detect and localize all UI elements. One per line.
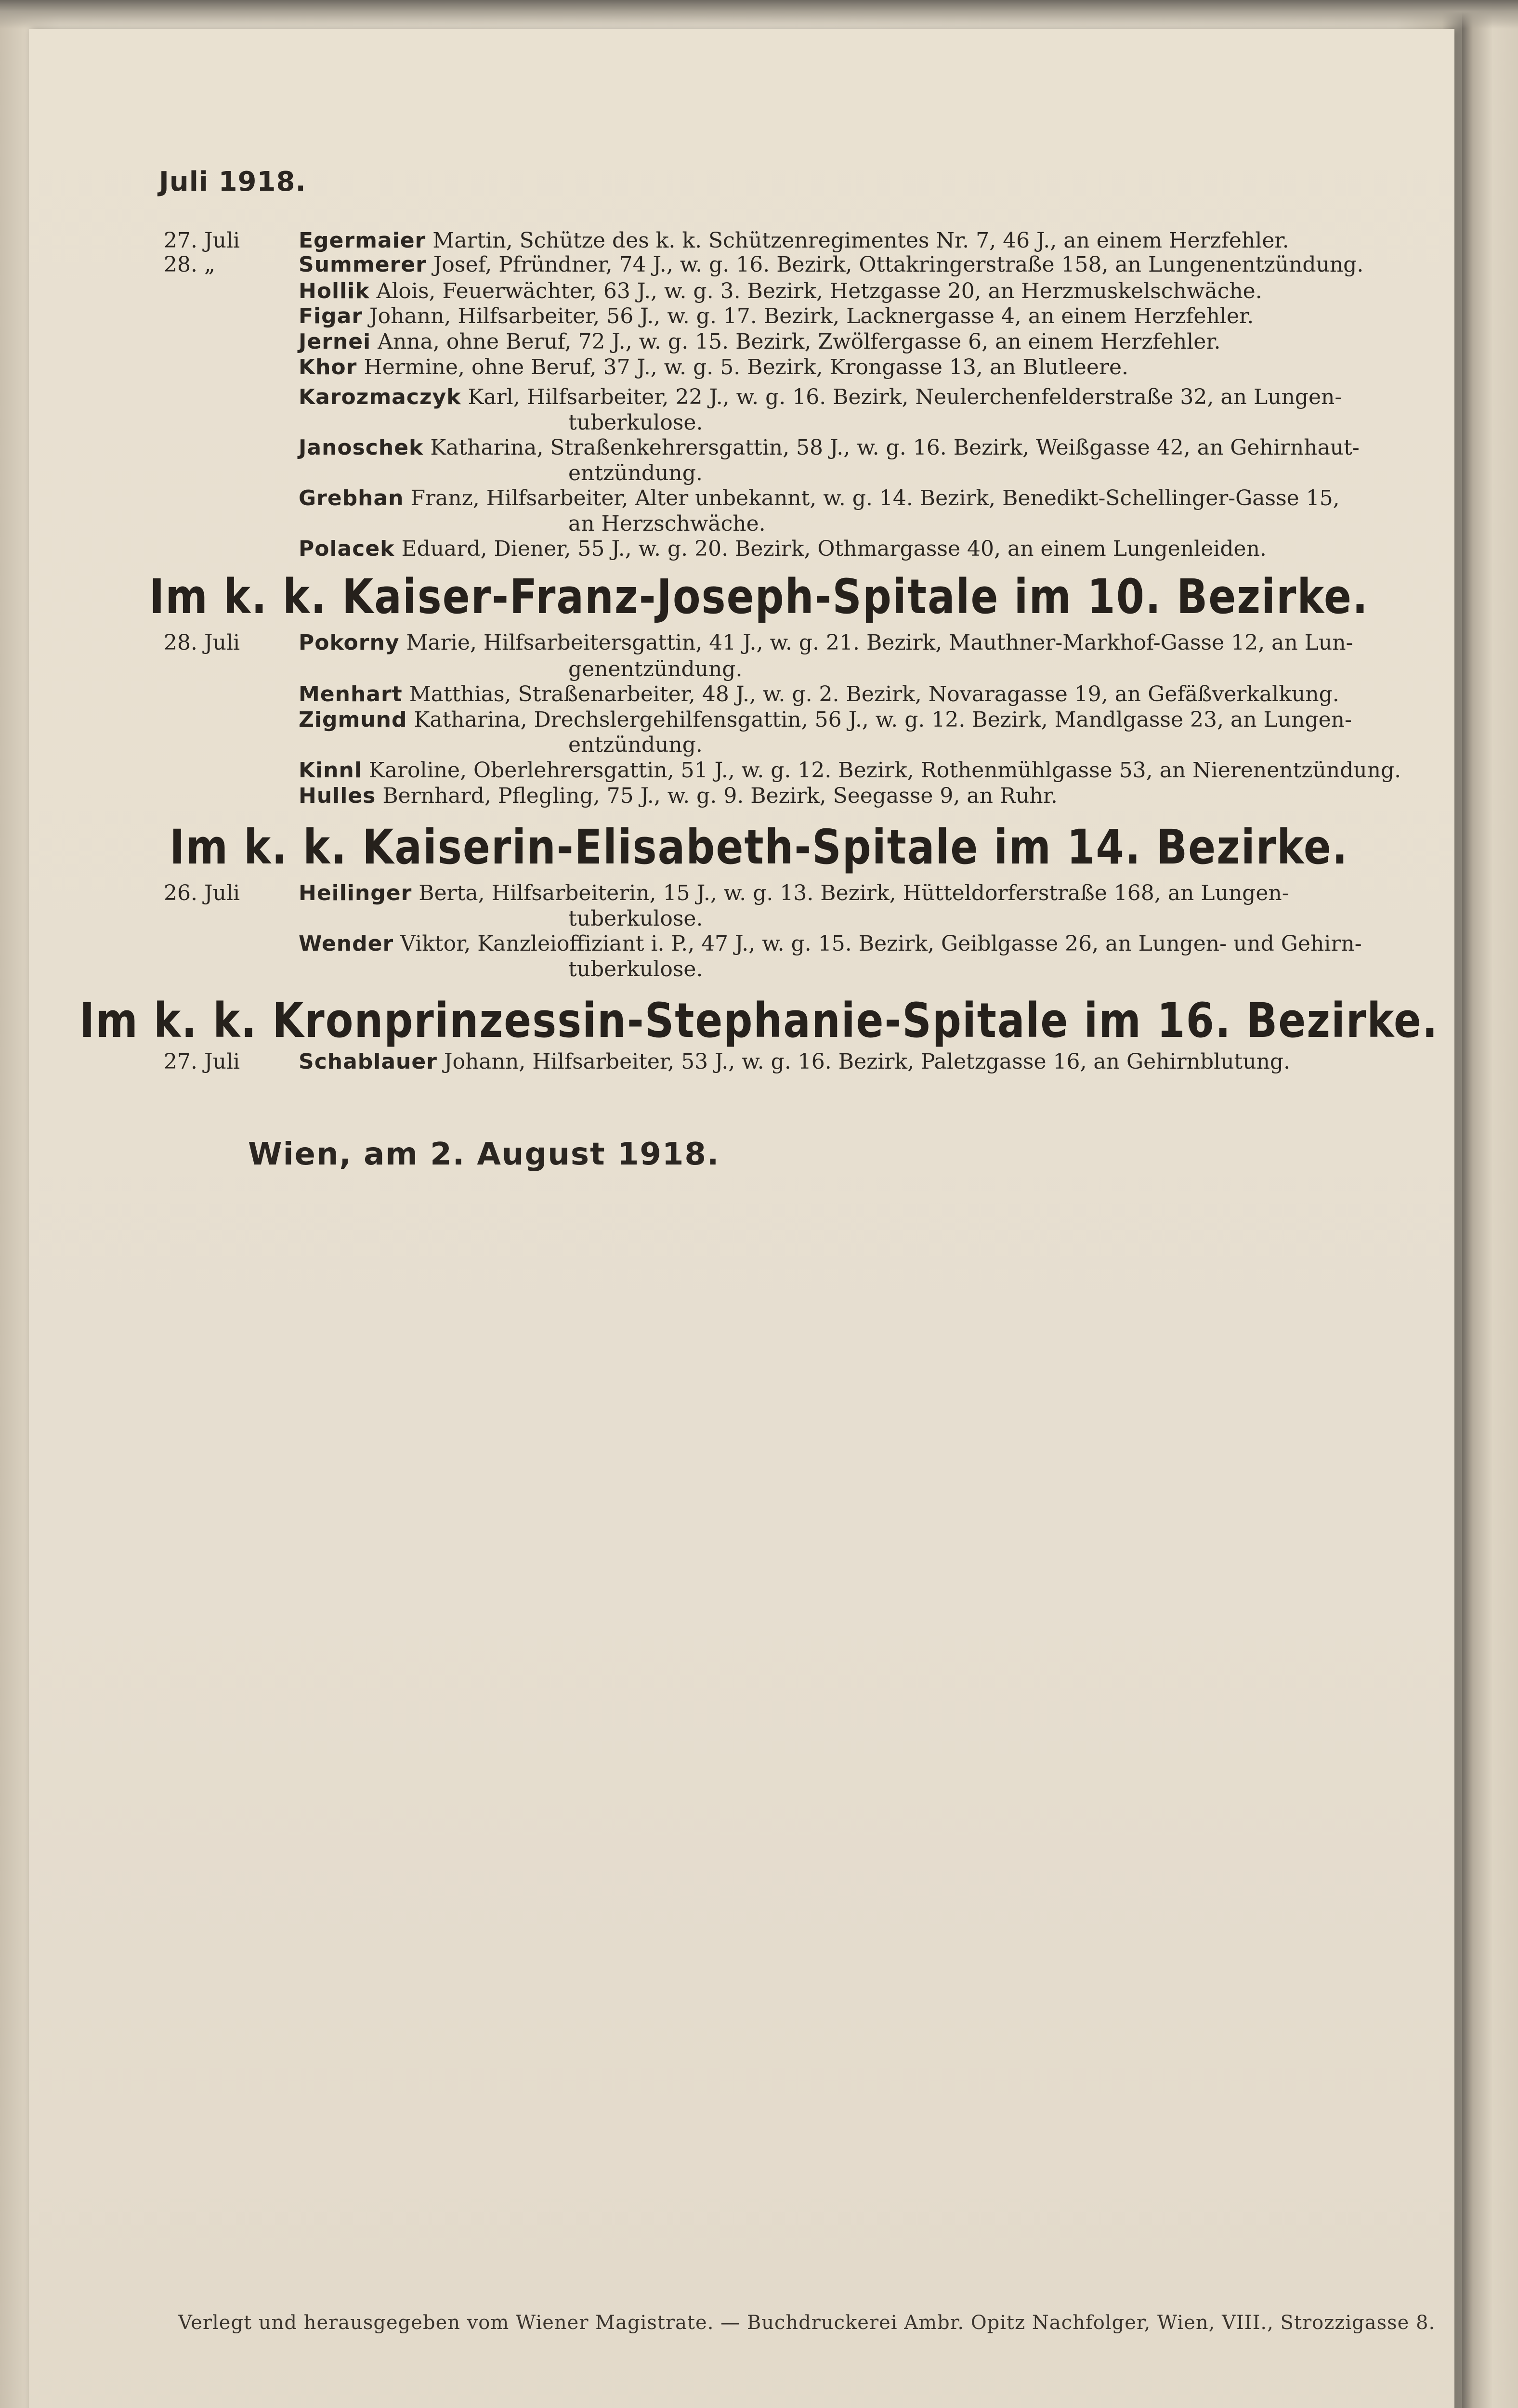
entry-continuation: entzündung.: [568, 461, 703, 485]
entry-text: Eduard, Diener, 55 J., w. g. 20. Bezirk, Othmargasse 40, an einem Lungenleiden.: [401, 537, 1267, 561]
entry-text: Katharina, Straßenkehrersgattin, 58 J., w. g. 16. Bezirk, Weißgasse 42, an Gehirnhaut-: [430, 435, 1360, 460]
entry-line: [299, 353, 1128, 382]
entry-line: [299, 535, 1267, 563]
entry-text: Karoline, Oberlehrersgattin, 51 J., w. g. 12. Bezirk, Rothenmühlgasse 53, an Nierenentzündung.: [368, 758, 1401, 783]
entry-line: [299, 929, 1362, 958]
entry-name: Zigmund: [299, 707, 407, 732]
entry-line: [299, 484, 1340, 513]
entry-line: [299, 782, 1058, 811]
entry-name: Pokorny: [299, 630, 400, 655]
entry-line: [299, 756, 1401, 785]
imprint-footer: Verlegt und herausgegeben vom Wiener Magistrate. — Buchdruckerei Ambr. Opitz Nachfolger, Wien, VIII., Strozzigasse 8.: [178, 2312, 1436, 2334]
entry-name: Polacek: [299, 537, 395, 561]
entry-continuation: tuberkulose.: [568, 906, 703, 931]
entry-name: Summerer: [299, 252, 427, 277]
entry-name: Karozmaczyk: [299, 385, 461, 409]
entry-continuation: entzündung.: [568, 733, 703, 757]
entry-line: [299, 433, 1360, 462]
entry-name: Schablauer: [299, 1049, 437, 1074]
entry-line: [299, 628, 1353, 657]
closing-place-date: Wien, am 2. August 1918.: [248, 1137, 720, 1172]
page-header: Juli 1918.: [159, 166, 306, 197]
entry-name: Jernei: [299, 329, 371, 354]
entry-name: Menhart: [299, 682, 403, 707]
entry-name: Egermaier: [299, 228, 426, 253]
entry-name: Heilinger: [299, 881, 412, 905]
entry-line: [299, 706, 1352, 734]
entry-date: 28. „: [164, 252, 215, 277]
entry-name: Figar: [299, 304, 363, 328]
entry-name: Janoschek: [299, 435, 424, 460]
entry-name: Wender: [299, 931, 394, 956]
entry-date: 28. Juli: [164, 630, 240, 655]
entry-line: [299, 327, 1220, 356]
entry-text: Bernhard, Pflegling, 75 J., w. g. 9. Bezirk, Seegasse 9, an Ruhr.: [382, 784, 1058, 808]
entry-date: 27. Juli: [164, 1049, 240, 1074]
entry-text: Johann, Hilfsarbeiter, 56 J., w. g. 17. Bezirk, Lacknergasse 4, an einem Herzfehler.: [369, 304, 1254, 328]
entry-text: Marie, Hilfsarbeitersgattin, 41 J., w. g. 21. Bezirk, Mauthner-Markhof-Gasse 12, an Lun-: [406, 630, 1353, 655]
entry-date: 26. Juli: [164, 881, 240, 905]
entry-continuation: genentzündung.: [568, 657, 743, 681]
entry-name: Hulles: [299, 784, 376, 808]
entry-line: [299, 302, 1254, 331]
entry-text: Anna, ohne Beruf, 72 J., w. g. 15. Bezirk, Zwölfergasse 6, an einem Herzfehler.: [378, 329, 1221, 354]
entry-text: Alois, Feuerwächter, 63 J., w. g. 3. Bezirk, Hetzgasse 20, an Herzmuskelschwäche.: [376, 279, 1262, 303]
entry-name: Khor: [299, 355, 357, 380]
entry-text: Viktor, Kanzleioffiziant i. P., 47 J., w. g. 15. Bezirk, Geiblgasse 26, an Lungen- und Gehirn-: [400, 931, 1362, 956]
entry-text: Josef, Pfründner, 74 J., w. g. 16. Bezirk, Ottakringerstraße 158, an Lungenentzündung.: [433, 252, 1364, 277]
entry-line: [299, 1047, 1290, 1076]
entry-name: Hollik: [299, 279, 370, 303]
entry-continuation: tuberkulose.: [568, 957, 703, 982]
entry-text: Martin, Schütze des k. k. Schützenregimentes Nr. 7, 46 J., an einem Herzfehler.: [432, 228, 1289, 253]
section-heading-kronprinzessin-stephanie: Im k. k. Kronprinzessin-Stephanie-Spitale im 16. Bezirke.: [79, 993, 1439, 1048]
entry-text: Berta, Hilfsarbeiterin, 15 J., w. g. 13. Bezirk, Hütteldorferstraße 168, an Lungen-: [419, 881, 1289, 905]
entry-text: Matthias, Straßenarbeiter, 48 J., w. g. 2. Bezirk, Novaragasse 19, an Gefäßverkalkung.: [409, 682, 1339, 707]
entry-text: Karl, Hilfsarbeiter, 22 J., w. g. 16. Bezirk, Neulerchenfelderstraße 32, an Lungen-: [468, 385, 1342, 409]
entry-name: Kinnl: [299, 758, 362, 783]
entry-text: Katharina, Drechslergehilfensgattin, 56 J., w. g. 12. Bezirk, Mandlgasse 23, an Lungen-: [414, 707, 1352, 732]
section-heading-kaiser-franz-joseph: Im k. k. Kaiser-Franz-Joseph-Spitale im 10. Bezirke.: [149, 569, 1369, 625]
entry-line: [299, 277, 1262, 306]
entry-text: Franz, Hilfsarbeiter, Alter unbekannt, w. g. 14. Bezirk, Benedikt-Schellinger-Gasse 15,: [410, 486, 1340, 510]
section-heading-kaiserin-elisabeth: Im k. k. Kaiserin-Elisabeth-Spitale im 14. Bezirke.: [170, 819, 1348, 875]
entry-line: [299, 879, 1289, 908]
entry-text: Johann, Hilfsarbeiter, 53 J., w. g. 16. Bezirk, Paletzgasse 16, an Gehirnblutung.: [444, 1049, 1291, 1074]
entry-continuation: tuberkulose.: [568, 410, 703, 435]
entry-line: [299, 680, 1339, 709]
entry-continuation: an Herzschwäche.: [568, 511, 766, 536]
entry-date: 27. Juli: [164, 228, 240, 253]
entry-line: [299, 250, 1363, 279]
entry-line: [299, 383, 1342, 412]
entry-name: Grebhan: [299, 486, 404, 510]
entry-text: Hermine, ohne Beruf, 37 J., w. g. 5. Bezirk, Krongasse 13, an Blutleere.: [364, 355, 1129, 380]
